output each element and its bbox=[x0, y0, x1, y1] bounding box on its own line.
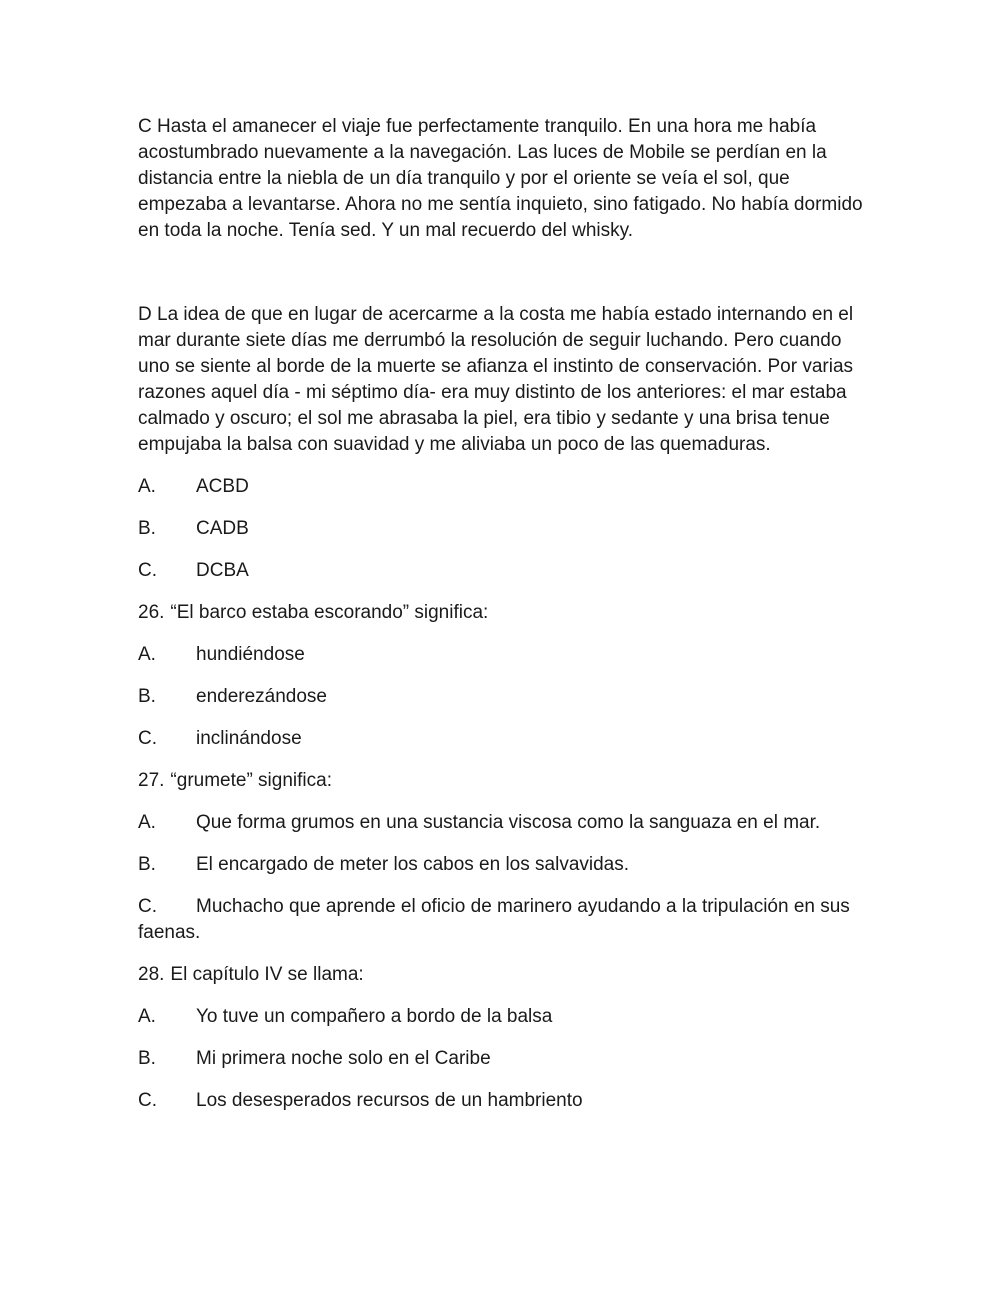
q25-option-a bbox=[138, 474, 868, 500]
q28-option-c bbox=[138, 1088, 868, 1114]
option-letter: A. bbox=[138, 476, 156, 497]
option-letter: C. bbox=[138, 728, 157, 749]
document-page bbox=[138, 114, 868, 1130]
q25-option-b bbox=[138, 516, 868, 542]
paragraph-d: D La idea de que en lugar de acercarme a la costa me había estado internando en el mar durante siete días me derrumbó la resolución de seguir luchando. Pero cuando uno se siente al borde de la muerte se afianza el instinto de conservación. Por varias razones aquel día - mi séptimo día- era muy distinto de los anteriores: el mar estaba calmado y oscuro; el sol me abrasaba la piel, era tibio y sedante y una brisa tenue empujaba la balsa con suavidad y me aliviaba un poco de las quemaduras. bbox=[138, 304, 854, 455]
option-letter: A. bbox=[138, 644, 156, 665]
option-text: Los desesperados recursos de un hambriento bbox=[196, 1090, 583, 1111]
option-letter: C. bbox=[138, 896, 157, 917]
option-letter: A. bbox=[138, 1006, 156, 1027]
q26-option-b bbox=[138, 684, 868, 710]
option-text: enderezándose bbox=[196, 686, 327, 707]
question-number: 28. bbox=[138, 964, 165, 985]
question-26 bbox=[138, 600, 868, 626]
option-text: El encargado de meter los cabos en los salvavidas. bbox=[196, 854, 630, 875]
option-text: Yo tuve un compañero a bordo de la balsa bbox=[196, 1006, 553, 1027]
option-letter: C. bbox=[138, 560, 157, 581]
paragraph-c: C Hasta el amanecer el viaje fue perfectamente tranquilo. En una hora me había acostumbrado nuevamente a la navegación. Las luces de Mobile se perdían en la distancia entre la niebla de un día tranquilo y por el oriente se veía el sol, que empezaba a levantarse. Ahora no me sentía inquieto, sino fatigado. No había dormido en toda la noche. Tenía sed. Y un mal recuerdo del whisky. bbox=[138, 116, 863, 241]
option-letter: A. bbox=[138, 812, 156, 833]
q27-option-a bbox=[138, 810, 868, 836]
option-letter: B. bbox=[138, 686, 156, 707]
question-number: 27. bbox=[138, 770, 165, 791]
q27-option-b bbox=[138, 852, 868, 878]
option-text: CADB bbox=[196, 518, 249, 539]
option-text: ACBD bbox=[196, 476, 249, 497]
option-text: Muchacho que aprende el oficio de marinero ayudando a la tripulación en sus faenas. bbox=[138, 896, 850, 943]
q26-option-c bbox=[138, 726, 868, 752]
q26-option-a bbox=[138, 642, 868, 668]
option-text: DCBA bbox=[196, 560, 249, 581]
q25-option-c bbox=[138, 558, 868, 584]
option-text: hundiéndose bbox=[196, 644, 305, 665]
q27-option-c bbox=[138, 894, 868, 946]
q28-option-b bbox=[138, 1046, 868, 1072]
option-letter: B. bbox=[138, 518, 156, 539]
option-text: Que forma grumos en una sustancia viscosa como la sanguaza en el mar. bbox=[196, 812, 821, 833]
option-letter: C. bbox=[138, 1090, 157, 1111]
question-28 bbox=[138, 962, 868, 988]
question-text: “grumete” significa: bbox=[170, 770, 332, 791]
option-letter: B. bbox=[138, 1048, 156, 1069]
option-text: Mi primera noche solo en el Caribe bbox=[196, 1048, 491, 1069]
option-letter: B. bbox=[138, 854, 156, 875]
question-number: 26. bbox=[138, 602, 165, 623]
question-27 bbox=[138, 768, 868, 794]
q28-option-a bbox=[138, 1004, 868, 1030]
question-text: “El barco estaba escorando” significa: bbox=[170, 602, 489, 623]
question-text: El capítulo IV se llama: bbox=[170, 964, 364, 985]
option-text: inclinándose bbox=[196, 728, 302, 749]
